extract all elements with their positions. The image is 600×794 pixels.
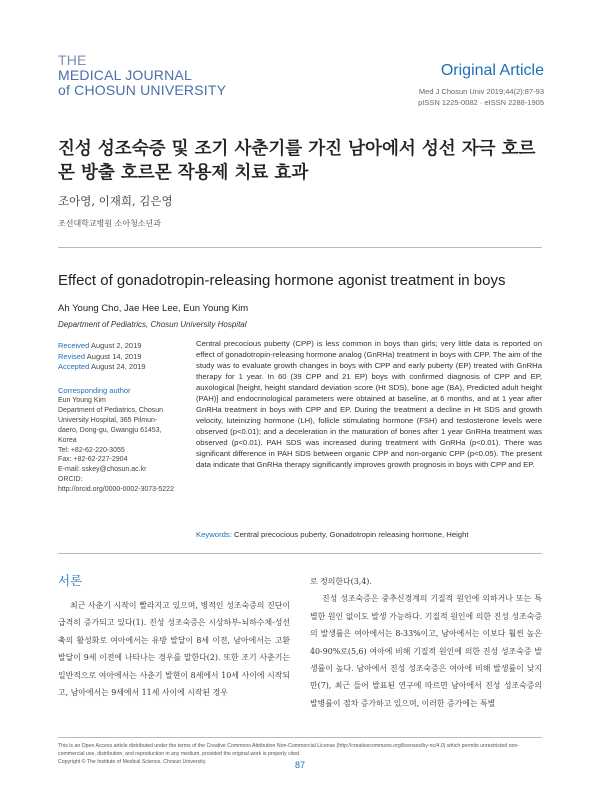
keywords-label: Keywords:: [196, 530, 232, 539]
corr-line: Eun Young Kim: [58, 397, 106, 404]
corr-line: http://orcid.org/0000-0002-3073-5222: [58, 486, 174, 494]
page-number: 87: [294, 760, 305, 770]
license-line: commercial use, distribution, and reproduction in any medium, provided the original work is properly cited.: [58, 751, 301, 757]
body-column-right: [310, 573, 542, 712]
corr-line: Tel: +82-62-220-3055: [58, 446, 125, 454]
english-title: Effect of gonadotropin-releasing hormone agonist treatment in boys: [58, 272, 506, 289]
divider: [58, 553, 542, 554]
corr-line: daero, Dong-gu, Gwangju 61453,: [58, 426, 162, 434]
corr-line: E-mail: sskey@chosun.ac.kr: [58, 466, 147, 474]
corr-line: Korea: [58, 436, 77, 444]
corresponding-author-info: [58, 396, 193, 495]
article-type: Original Article: [440, 62, 544, 79]
intro-paragraph-continued: 로 정의한다(3,4).: [310, 577, 372, 586]
body-column-left: [58, 597, 290, 701]
corr-line: ORCID:: [58, 476, 83, 484]
accepted-label: Accepted: [58, 362, 90, 371]
revised-date: August 14, 2019: [86, 351, 142, 361]
issn-line: pISSN 1225-0082 · eISSN 2288-1905: [418, 98, 544, 107]
english-authors: Ah Young Cho, Jae Hee Lee, Eun Young Kim: [58, 303, 249, 314]
citation-info: [418, 86, 544, 108]
corr-line: Department of Pediatrics, Chosun: [58, 406, 164, 414]
received-date: August 2, 2019: [90, 341, 142, 350]
corr-line: Fax: +82-62-227-2904: [58, 456, 128, 464]
english-affiliation: Department of Pediatrics, Chosun University Hospital: [58, 320, 247, 329]
abstract-text: Central precocious puberty (CPP) is less common in boys than girls; very little data is reported on effect of gonadotropin-releasing hormone analog (GnRHa) treatment in boys with CPP. The aim of the study was to evaluate growth changes in boys with CPP and early puberty (EP) treated with GnRHa therapy for 1 year. In 60 (39 CPP and 21 EP) boys with confirmed diagnosis of CPP and EP, auxological [height, height standard deviation score (Ht SDS), bone age (BA), Predicted adult height (PAH)] and endocrinological parameters were obtained at baseline, at 6 months, and at 1 year after GnRHa treatment in boys with CPP and EP. During the treatment a decline in Ht SDS and growth velocity, luteinizing hormone (LH), follicle stimulating hormone (FSH) and testosterone levels were observed (p<0.01); and a deceleration in the maturation of bones after 1 year GnRHa treatment was observed (p<0.01). PAH SDS was increased during treatment with GnRHa (p<0.01). There was significant difference in PAH SDS between organic CPP and non-organic CPP (p<0.05). The present data indicate that GnRHa therapy significantly improves growth prognosis in boys with CPP and EP.: [196, 339, 542, 469]
keywords: [196, 530, 542, 539]
received-label: Received: [58, 341, 90, 350]
revised-label: Revised: [58, 351, 86, 361]
intro-paragraph: 진성 성조숙증은 중추신경계의 기질적 원인에 의하거나 또는 특별한 원인 없이도 발생 가능하다. 기질적 원인에 의한 진성 성조숙증의 발생률은 여아에서는 8-33%이고, 남아에서는 이보다 훨씬 높은 40-90%로(5,6) 여아에 비해 기질적 원인에 의한 진성 성조숙증 발생률이 높다. 남아에서 진성 성조숙증은 여아에 비해 발생률이 낮지만(7), 최근 들어 발표된 연구에 따르면 남아에서 진성 성조숙증의 발병률이 점차 증가하고 있으며, 이러한 증가에는 특별: [310, 594, 542, 708]
korean-affiliation: 조선대학교병원 소아청소년과: [58, 219, 162, 228]
journal-name-line1: THE: [58, 52, 87, 68]
intro-paragraph: 최근 사춘기 시작이 빨라지고 있으며, 병적인 성조숙증의 진단이 급격히 증가되고 있다(1). 진성 성조숙증은 시상하부-뇌하수체-성선 축의 활성화로 여아에서는 유방 발달이 8세 이전, 남아에서는 고환 발달이 9세 이전에 나타나는 경우를 말한다(2). 또한 조기 사춘기는 일반적으로 여아에서는 사춘기 발현이 8세에서 10세 사이에 시작되고, 남아에서는 9세에서 11세 사이에 시작된 경우: [58, 601, 290, 698]
journal-name: [58, 53, 226, 98]
footer-divider: [58, 737, 542, 738]
copyright-line: Copyright © The Institute of Medical Science, Chosun University.: [58, 759, 207, 765]
korean-authors: 조아영, 이재희, 김은영: [58, 194, 173, 208]
section-heading-intro: 서론: [58, 573, 83, 588]
license-line: This is an Open Access article distributed under the terms of the Creative Commons Attribution Non-Commercial License (http://creativecommons.org/licenses/by-nc/4.0) which permits unrestricted non-: [58, 743, 520, 749]
journal-name-line3: of CHOSUN UNIVERSITY: [58, 82, 227, 98]
keywords-text: Central precocious puberty, Gonadotropin releasing hormone, Height: [234, 530, 469, 539]
divider: [58, 247, 542, 248]
article-dates: [58, 341, 188, 373]
corresponding-author-title: Corresponding author: [58, 386, 131, 395]
journal-name-line2: MEDICAL JOURNAL: [58, 67, 192, 83]
citation-line: Med J Chosun Univ 2019;44(2):87-93: [418, 87, 544, 96]
corr-line: University Hospital, 365 Pilmun-: [58, 416, 158, 424]
accepted-date: August 24, 2019: [90, 362, 146, 371]
abstract: [196, 338, 542, 470]
korean-title: 진성 성조숙증 및 조기 사춘기를 가진 남아에서 성선 자극 호르몬 방출 호르몬 작용제 치료 효과: [58, 139, 536, 183]
